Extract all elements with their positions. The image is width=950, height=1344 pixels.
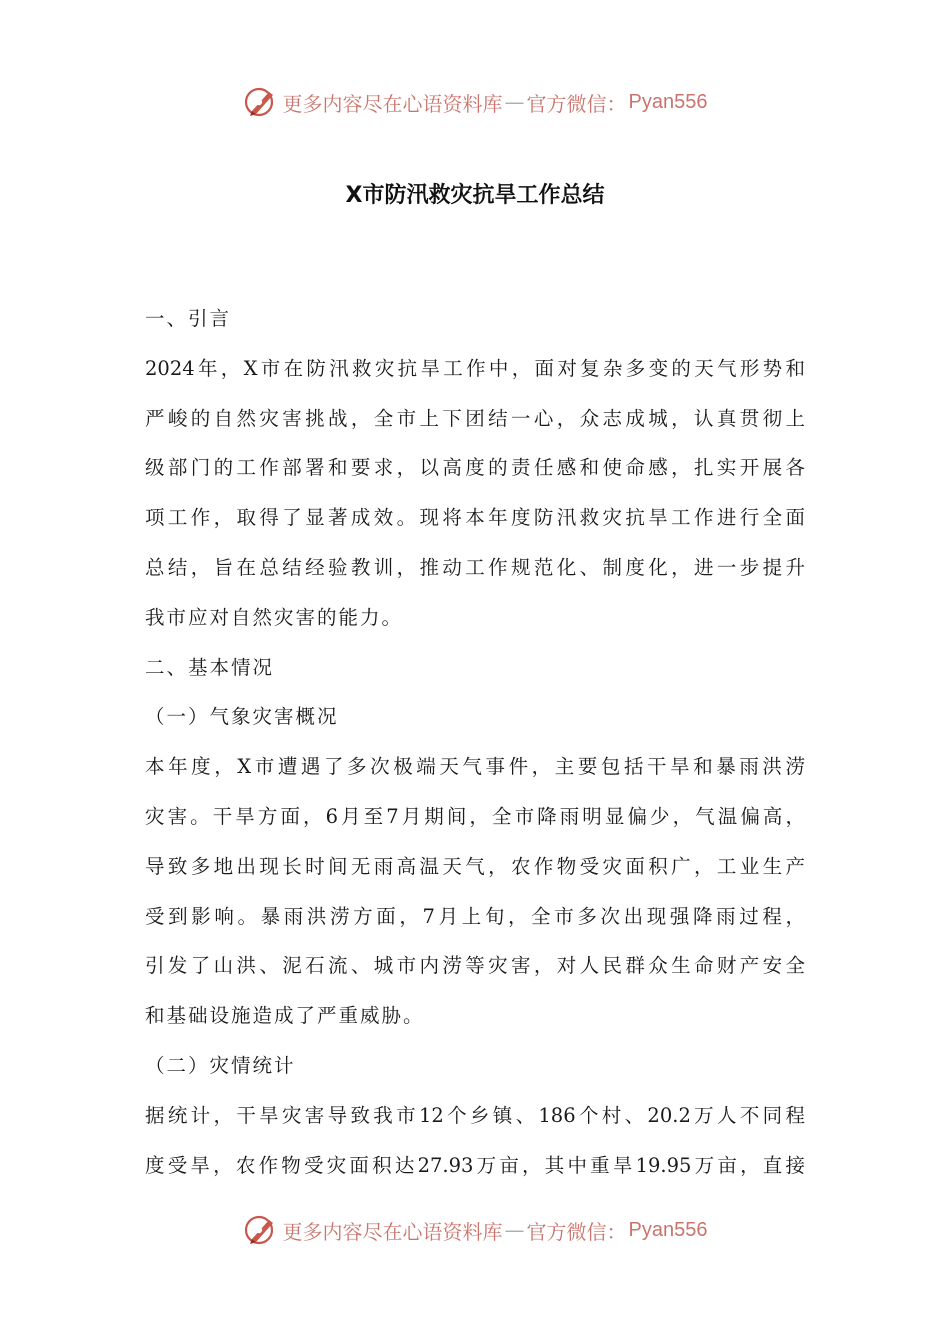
body-line: 总结，旨在总结经验教训，推动工作规范化、制度化，进一步提升 (145, 555, 805, 579)
pen-logo-icon (243, 1212, 279, 1248)
watermark-dash: — (504, 90, 525, 114)
document-body (145, 294, 805, 1190)
footer-watermark (0, 1210, 950, 1250)
body-line: 严峻的自然灾害挑战，全市上下团结一心，众志成城，认真贯彻上 (145, 406, 805, 430)
subsection-heading-weather: （一）气象灾害概况 (145, 705, 339, 729)
section-heading-basic: 二、基本情况 (145, 655, 275, 679)
body-line: 受到影响。暴雨洪涝方面，7月上旬，全市多次出现强降雨过程， (145, 904, 805, 928)
header-watermark (0, 82, 950, 122)
body-line: 级部门的工作部署和要求，以高度的责任感和使命感，扎实开展各 (145, 456, 805, 480)
watermark-dash: — (504, 1218, 525, 1242)
body-line: 灾害。干旱方面，6月至7月期间，全市降雨明显偏少，气温偏高， (145, 804, 805, 828)
body-line: 本年度，X市遭遇了多次极端天气事件，主要包括干旱和暴雨洪涝 (145, 755, 805, 779)
body-line: 我市应对自然灾害的能力。 (145, 605, 404, 629)
watermark-label: 官方微信： (526, 1219, 627, 1244)
section-heading-intro: 一、引言 (145, 307, 232, 330)
pen-logo-icon (243, 84, 279, 120)
body-line: 度受旱，农作物受灾面积达27.93万亩，其中重旱19.95万亩，直接 (145, 1153, 805, 1177)
watermark-id: Pyan556 (628, 1218, 708, 1241)
document-title: X市防汛救灾抗旱工作总结 (345, 183, 605, 208)
subsection-heading-stats: （二）灾情统计 (145, 1053, 296, 1077)
body-line: 2024年，X市在防汛救灾抗旱工作中，面对复杂多变的天气形势和 (145, 356, 805, 380)
watermark-label: 官方微信： (526, 91, 627, 116)
body-line: 导致多地出现长时间无雨高温天气，农作物受灾面积广，工业生产 (145, 854, 805, 878)
body-line: 和基础设施造成了严重威胁。 (145, 1004, 425, 1028)
watermark-text: 更多内容尽在心语资料库 (282, 91, 503, 116)
body-line: 据统计，干旱灾害导致我市12个乡镇、186个村、20.2万人不同程 (145, 1103, 805, 1127)
body-line: 引发了山洪、泥石流、城市内涝等灾害，对人民群众生命财产安全 (145, 954, 805, 978)
watermark-id: Pyan556 (628, 90, 708, 113)
body-line: 项工作，取得了显著成效。现将本年度防汛救灾抗旱工作进行全面 (145, 506, 805, 530)
watermark-text: 更多内容尽在心语资料库 (282, 1219, 503, 1244)
